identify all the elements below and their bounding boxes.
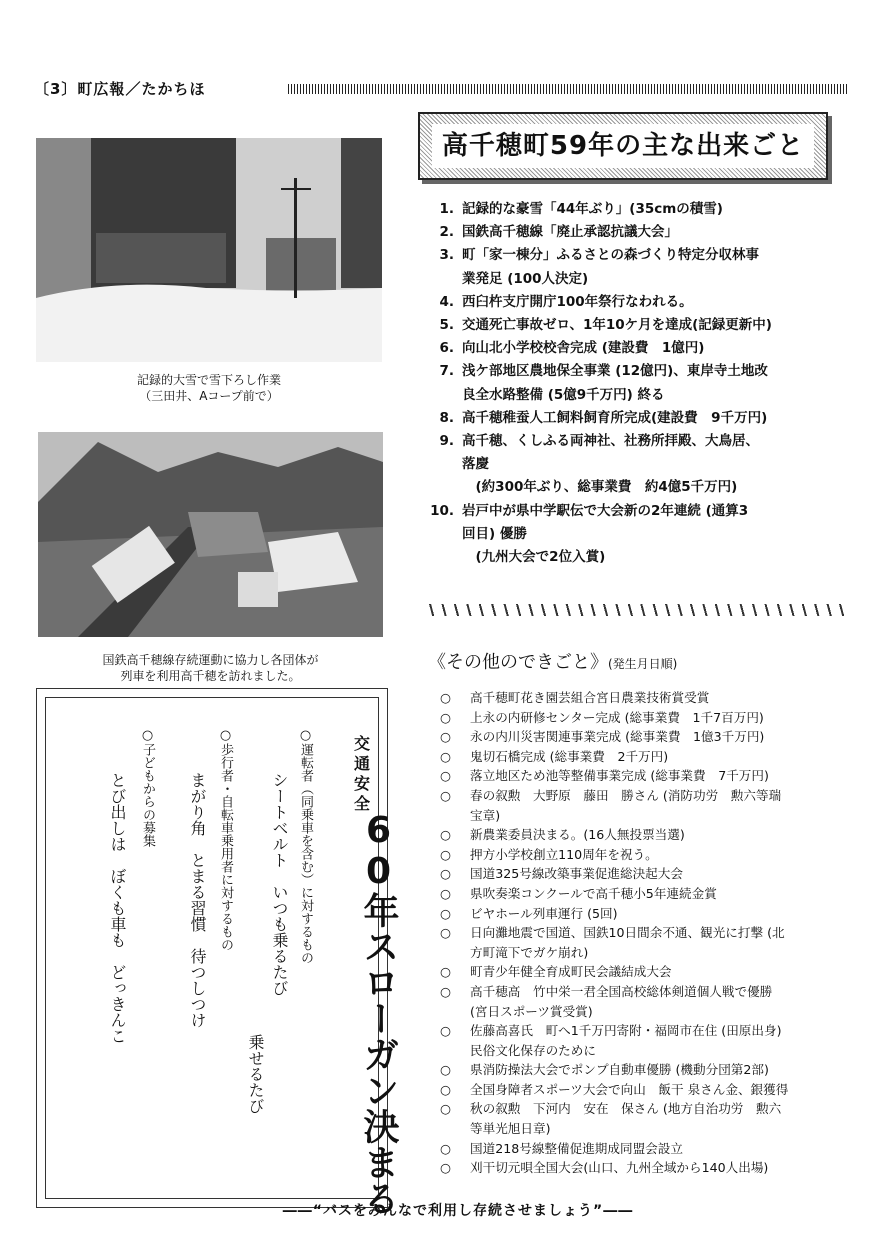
item-text: [470, 864, 852, 884]
item-line: 刈干切元唄全国大会(山口、九州全域から140人出場): [470, 1160, 769, 1176]
item-text: [462, 198, 852, 221]
bullet-icon: ○: [440, 729, 451, 745]
footer-slogan: ――“バスをみんなで利用し存続させましょう”――: [282, 1203, 634, 1219]
bullet-icon: ○: [440, 768, 451, 784]
list-item: [420, 314, 852, 337]
slogan-tag-line: 安 全: [354, 774, 387, 813]
list-item: [420, 476, 852, 499]
other-events-list: [440, 688, 852, 1178]
decorative-divider: [426, 604, 850, 616]
item-text: [462, 337, 852, 360]
item-line: 鬼切石橋完成 (総事業費 2千万円): [470, 748, 669, 764]
list-item: [420, 337, 852, 360]
item-line: 県消防操法大会でポンプ自動車優勝 (機動分団第2部): [470, 1062, 769, 1078]
item-line: 等単光旭日章): [470, 1121, 551, 1137]
item-line: 西臼杵支庁開庁100年祭行なわれる。: [462, 293, 693, 310]
bullet-icon: ○: [440, 964, 451, 980]
train-photo: [38, 432, 383, 637]
item-text: [470, 904, 852, 924]
item-text: [470, 688, 852, 708]
bullet-icon: ○: [440, 1081, 451, 1097]
slogan-inner-frame: [45, 697, 399, 1216]
slogan-text: シートベルト いつも乗るたび: [270, 772, 289, 996]
item-line: 回目) 優勝: [462, 525, 527, 542]
item-line: 岩戸中が県中学駅伝で大会新の2年連続 (通算3: [462, 502, 749, 519]
item-text: [462, 476, 852, 499]
list-item: [440, 1060, 852, 1080]
caption-line: 国鉄高千穂線存続運動に協力し各団体が: [102, 653, 319, 667]
list-item: [440, 708, 852, 728]
item-text: [470, 708, 852, 728]
list-item: [440, 1021, 852, 1060]
list-item: [440, 766, 852, 786]
item-line: 落慶: [462, 456, 489, 473]
bullet-icon: ○: [440, 983, 451, 999]
item-line: 業発足 (100人決定): [462, 270, 589, 287]
item-line: 秋の叙勲 下河内 安在 保さん (地方自治功労 勲六: [470, 1101, 782, 1117]
item-line: 全国身障者スポーツ大会で向山 飯干 泉さん金、銀獲得: [470, 1081, 789, 1097]
caption-line: （三田井、Aコープ前で）: [139, 389, 279, 403]
item-line: 国鉄高千穂線「廃止承認抗議大会」: [462, 224, 678, 241]
item-text: [470, 982, 852, 1021]
list-item: [440, 904, 852, 924]
item-text: [470, 1060, 852, 1080]
bullet-icon: ○: [440, 1140, 451, 1156]
header-rule: [288, 84, 848, 94]
item-text: [462, 314, 852, 337]
bullet-icon: ○: [440, 1023, 451, 1039]
item-line: 永の内川災害関連事業完成 (総事業費 1億3千万円): [470, 729, 765, 745]
page-header-label: 〔3〕町広報／たかちほ: [34, 80, 206, 98]
list-item: [420, 291, 852, 314]
item-line: 高千穂、くしふる両神社、社務所拝殿、大鳥居、: [462, 433, 759, 450]
item-line: 方町滝下でガケ崩れ): [470, 944, 589, 960]
page-title: 高千穂町59年の主な出来ごと: [432, 124, 814, 168]
train-photo-image: [38, 432, 383, 637]
item-line: 民俗文化保存のために: [470, 1042, 596, 1058]
bullet-icon: ○: [440, 925, 451, 941]
slogan-group-heading: ○運転者（同乗車を含む）に対するもの: [298, 728, 313, 964]
item-line: 日向灘地震で国道、国鉄10日間余不通、観光に打撃 (北: [470, 925, 785, 941]
item-line: 良全水路整備 (5億9千万円) 終る: [462, 386, 665, 403]
item-line: 落立地区ため池等整備事業完成 (総事業費 7千万円): [470, 768, 769, 784]
item-number: 10.: [430, 502, 454, 519]
list-item: [420, 221, 852, 244]
list-item: [440, 747, 852, 767]
item-text: [462, 546, 852, 569]
list-item: [440, 688, 852, 708]
bullet-icon: ○: [440, 748, 451, 764]
snow-photo-caption: [36, 372, 382, 404]
item-line: 宝章): [470, 807, 501, 823]
list-item: [440, 1099, 852, 1138]
slogan-tag: [346, 734, 387, 814]
item-line: ビヤホール列車運行 (5回): [470, 905, 618, 921]
item-line: 町青少年健全育成町民会議結成大会: [470, 964, 672, 980]
item-line: (九州大会で2位入賞): [462, 549, 606, 566]
item-text: [462, 430, 852, 476]
list-item: [440, 884, 852, 904]
list-item: [440, 845, 852, 865]
item-number: 9.: [439, 433, 454, 450]
item-number: 2.: [439, 224, 454, 241]
slogan-tag-line: 交 通: [354, 734, 387, 773]
item-line: 県吹奏楽コンクールで高千穂小5年連続金賞: [470, 885, 717, 901]
train-photo-caption: [38, 652, 383, 684]
item-text: [462, 500, 852, 546]
item-number: [420, 546, 462, 569]
caption-line: 列車を利用高千穂を訪れました。: [120, 669, 301, 683]
bullet-icon: ○: [440, 827, 451, 843]
slogan-group-heading: ○子どもからの募集: [140, 728, 155, 847]
item-text: [470, 1099, 852, 1138]
item-text: [462, 291, 852, 314]
slogan-box: [36, 688, 399, 1216]
item-line: 春の叙勲 大野原 藤田 勝さん (消防功労 勲六等瑞: [470, 787, 782, 803]
slogan-group-heading: ○歩行者・自転車乗用者に対するもの: [218, 728, 233, 951]
list-item: [440, 1139, 852, 1159]
slogan-text: 乗せるたび: [246, 1034, 265, 1114]
bullet-icon: ○: [440, 866, 451, 882]
item-number: 1.: [439, 201, 454, 217]
bullet-icon: ○: [440, 709, 451, 725]
item-text: [470, 962, 852, 982]
item-text: [470, 786, 852, 825]
list-item: [420, 244, 852, 290]
list-item: [440, 727, 852, 747]
title-box: [418, 112, 828, 180]
item-line: 新農業委員決まる。(16人無投票当選): [470, 827, 685, 843]
list-item: [440, 864, 852, 884]
item-line: 上永の内研修センター完成 (総事業費 1千7百万円): [470, 709, 764, 725]
list-item: [420, 407, 852, 430]
list-item: [440, 825, 852, 845]
bullet-icon: ○: [440, 1101, 451, 1117]
bullet-icon: ○: [440, 787, 451, 803]
main-events-list: [420, 198, 852, 569]
item-line: (宮日スポーツ賞受賞): [470, 1003, 593, 1019]
item-line: 国道218号線整備促進期成同盟会設立: [470, 1140, 683, 1156]
slogan-text: とび出しは ぼくも車も どっきんこ: [108, 772, 127, 1044]
list-item: [420, 360, 852, 406]
list-item: [440, 982, 852, 1021]
item-line: 高千穂高 竹中栄一君全国高校総体剣道個人戦で優勝: [470, 983, 773, 999]
item-text: [470, 1080, 852, 1100]
item-line: 国道325号線改築事業促進総決起大会: [470, 866, 683, 882]
item-number: 5.: [439, 317, 454, 334]
item-text: [470, 766, 852, 786]
list-item: [420, 500, 852, 546]
item-text: [462, 407, 852, 430]
item-text: [470, 845, 852, 865]
item-line: 向山北小学校校舎完成 (建設費 1億円): [462, 340, 705, 357]
item-number: 7.: [439, 363, 454, 380]
item-text: [470, 747, 852, 767]
bullet-icon: ○: [440, 690, 451, 705]
heading-note: (発生月日順): [608, 657, 678, 671]
bullet-icon: ○: [440, 846, 451, 862]
list-item: [420, 430, 852, 476]
caption-line: 記録的大雪で雪下ろし作業: [136, 373, 281, 387]
bullet-icon: ○: [440, 885, 451, 901]
item-text: [470, 1139, 852, 1159]
item-text: [462, 360, 852, 406]
item-line: (約300年ぶり、総事業費 約4億5千万円): [462, 479, 738, 496]
list-item: [420, 546, 852, 569]
item-line: 交通死亡事故ゼロ、1年10ケ月を達成(記録更新中): [462, 317, 772, 334]
slogan-text: まがり角 とまる習慣 待つしつけ: [188, 772, 207, 1028]
item-number: 8.: [439, 409, 454, 426]
item-number: [420, 476, 462, 499]
snow-photo-image: [36, 138, 382, 362]
item-line: 佐藤高喜氏 町へ1千万円寄附・福岡市在住 (田原出身): [470, 1023, 782, 1039]
item-text: [462, 221, 852, 244]
item-text: [470, 1158, 852, 1178]
item-text: [470, 727, 852, 747]
item-text: [470, 884, 852, 904]
list-item: [420, 198, 852, 221]
bullet-icon: ○: [440, 1062, 451, 1078]
heading-text: 《その他のできごと》: [428, 652, 608, 673]
item-line: 押方小学校創立110周年を祝う。: [470, 846, 658, 862]
item-number: 6.: [439, 340, 454, 357]
list-item: [440, 1158, 852, 1178]
item-line: 記録的な豪雪「44年ぶり」(35cmの積雪): [462, 201, 723, 217]
item-number: 3.: [439, 247, 454, 264]
bullet-icon: ○: [440, 905, 451, 921]
list-item: [440, 786, 852, 825]
item-line: 高千穂稚蚕人工飼料飼育所完成(建設費 9千万円): [462, 409, 768, 426]
item-line: 町「家一棟分」ふるさとの森づくり特定分収林事: [462, 247, 759, 264]
item-line: 高千穂町花き園芸組合宮日農業技術賞受賞: [470, 690, 710, 705]
item-text: [470, 825, 852, 845]
slogan-title: 60年スローガン決まる: [358, 810, 399, 1216]
other-events-heading: [428, 648, 677, 674]
list-item: [440, 1080, 852, 1100]
list-item: [440, 962, 852, 982]
item-text: [462, 244, 852, 290]
snow-photo: [36, 138, 382, 362]
item-text: [470, 923, 852, 962]
list-item: [440, 923, 852, 962]
item-text: [470, 1021, 852, 1060]
item-line: 浅ケ部地区農地保全事業 (12億円)、東岸寺土地改: [462, 363, 768, 380]
bullet-icon: ○: [440, 1160, 451, 1176]
item-number: 4.: [439, 293, 454, 310]
